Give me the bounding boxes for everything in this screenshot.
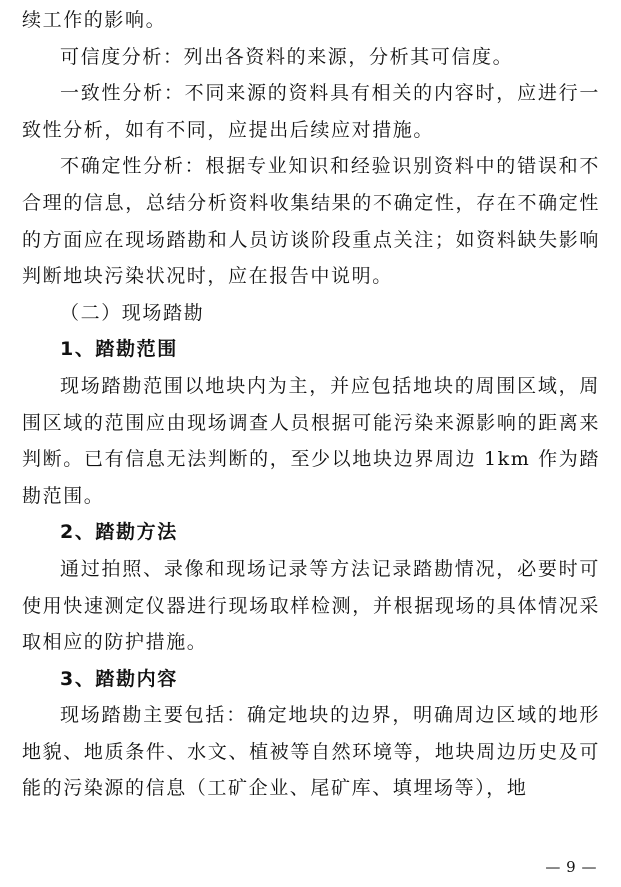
subheading-survey-scope: 1、踏勘范围: [60, 338, 178, 361]
page-number: — 9 —: [545, 858, 597, 876]
paragraph-uncertainty-analysis: 不确定性分析：根据专业知识和经验识别资料中的错误和不合理的信息，总结分析资料收集结果的不确定性，存在不确定性的方面应在现场踏勘和人员访谈阶段重点关注；如资料缺失影响 判断地块污染状况时，应在报告中说明。: [22, 155, 600, 288]
paragraph-survey-content: 现场踏勘主要包括：确定地块的边界，明确周边区域的地形地貌、地质条件、水文、植被等自然环境等，地块周边历史及可能的污染源的信息（工矿企业、尾矿库、填埋场等），地: [22, 704, 600, 800]
paragraph-survey-scope: 现场踏勘范围以地块内为主，并应包括地块的周围区域，周围区域的范围应由现场调查人员根据可能污染来源影响的距离来判断。已有信息无法判断的，至少以地块边界周边 1km 作为踏勘范围。: [22, 374, 600, 507]
document-body: [22, 2, 600, 807]
paragraph-consistency-analysis: 一致性分析：不同来源的资料具有相关的内容时，应进行一致性分析，如有不同，应提出后续应对措施。: [22, 82, 600, 141]
section-heading-site-survey: （二）现场踏勘: [60, 301, 205, 324]
paragraph-survey-method: 通过拍照、录像和现场记录等方法记录踏勘情况，必要时可使用快速测定仪器进行现场取样检测，并根据现场的具体情况采取相应的防护措施。: [22, 557, 600, 654]
subheading-survey-content: 3、踏勘内容: [60, 667, 178, 690]
paragraph-credibility-analysis: 可信度分析：列出各资料的来源，分析其可信度。: [60, 45, 514, 68]
paragraph-continuation: 续工作的影响。: [22, 9, 167, 31]
subheading-survey-method: 2、踏勘方法: [60, 521, 178, 544]
